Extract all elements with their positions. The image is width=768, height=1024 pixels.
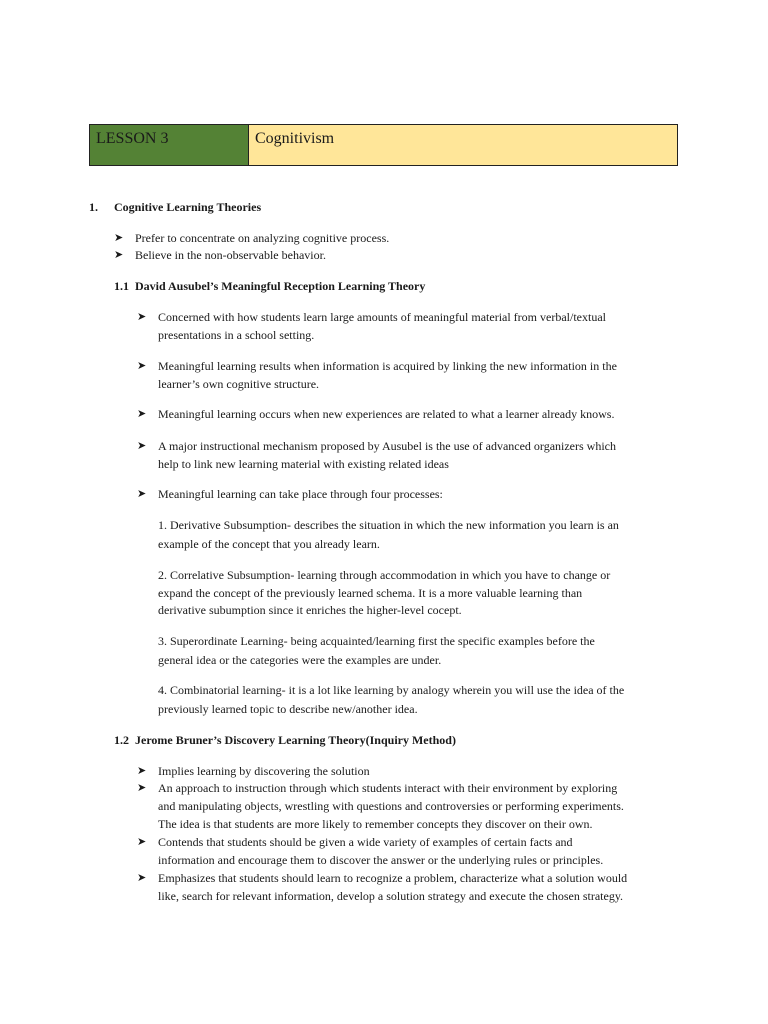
list-item-line: and manipulating objects, wrestling with questions and controversies or performing experiments. xyxy=(158,799,624,813)
section-1-number: 1. xyxy=(89,200,98,214)
list-item-line: Meaningful learning can take place through four processes: xyxy=(158,487,443,501)
list-item: Prefer to concentrate on analyzing cognitive process. xyxy=(135,231,390,245)
process-line: example of the concept that you already learn. xyxy=(158,537,380,551)
list-item-line: presentations in a school setting. xyxy=(158,328,315,342)
list-item: Believe in the non-observable behavior. xyxy=(135,248,326,262)
list-item-line: An approach to instruction through which students interact with their environment by exploring xyxy=(158,781,618,795)
list-item-line: Concerned with how students learn large amounts of meaningful material from verbal/textual xyxy=(158,310,606,324)
list-item-line: Meaningful learning occurs when new experiences are related to what a learner already knows. xyxy=(158,407,615,421)
list-item-line: information and encourage them to discover the answer or the underlying rules or principles. xyxy=(158,853,604,867)
bullet-arrow-icon: ➤ xyxy=(137,488,147,500)
process-line: 4. Combinatorial learning- it is a lot like learning by analogy wherein you will use the idea of the xyxy=(158,683,625,697)
section-1-title: Cognitive Learning Theories xyxy=(114,200,262,214)
section-1-2-number: 1.2 xyxy=(114,733,129,747)
process-line: 1. Derivative Subsumption- describes the situation in which the new information you learn is an xyxy=(158,518,619,532)
lesson-number: LESSON 3 xyxy=(90,125,249,165)
bullet-arrow-icon: ➤ xyxy=(137,311,147,323)
bullet-arrow-icon: ➤ xyxy=(137,360,147,372)
bullet-arrow-icon: ➤ xyxy=(137,408,147,420)
list-item-line: The idea is that students are more likely to remember concepts they discover on their own. xyxy=(158,817,593,831)
bullet-arrow-icon: ➤ xyxy=(137,836,147,848)
process-line: expand the concept of the previously learned schema. It is a more valuable learning than xyxy=(158,586,583,600)
list-item-line: A major instructional mechanism proposed by Ausubel is the use of advanced organizers which xyxy=(158,439,617,453)
bullet-arrow-icon: ➤ xyxy=(137,872,147,884)
bullet-arrow-icon: ➤ xyxy=(137,765,147,777)
section-1-1-title: David Ausubel’s Meaningful Reception Learning Theory xyxy=(135,279,426,293)
section-1-2-title: Jerome Bruner’s Discovery Learning Theory(Inquiry Method) xyxy=(135,733,456,747)
list-item-line: Implies learning by discovering the solution xyxy=(158,764,370,778)
process-line: 3. Superordinate Learning- being acquainted/learning first the specific examples before the xyxy=(158,634,595,648)
list-item-line: Emphasizes that students should learn to recognize a problem, characterize what a solution would xyxy=(158,871,628,885)
section-1-1-number: 1.1 xyxy=(114,279,129,293)
lesson-title: Cognitivism xyxy=(249,125,677,165)
list-item-line: learner’s own cognitive structure. xyxy=(158,377,320,391)
process-line: previously learned topic to describe new/another idea. xyxy=(158,702,418,716)
bullet-arrow-icon: ➤ xyxy=(137,782,147,794)
bullet-arrow-icon: ➤ xyxy=(114,249,124,261)
lesson-header-table xyxy=(89,124,678,166)
process-line: derivative subumption since it enriches the higher-level cocept. xyxy=(158,603,462,617)
list-item-line: help to link new learning material with existing related ideas xyxy=(158,457,449,471)
list-item-line: Meaningful learning results when information is acquired by linking the new information in the xyxy=(158,359,617,373)
list-item-line: like, search for relevant information, develop a solution strategy and execute the chosen strategy. xyxy=(158,889,624,903)
bullet-arrow-icon: ➤ xyxy=(114,232,124,244)
process-line: general idea or the categories were the examples are under. xyxy=(158,653,442,667)
list-item-line: Contends that students should be given a wide variety of examples of certain facts and xyxy=(158,835,573,849)
process-line: 2. Correlative Subsumption- learning through accommodation in which you have to change or xyxy=(158,568,611,582)
bullet-arrow-icon: ➤ xyxy=(137,440,147,452)
